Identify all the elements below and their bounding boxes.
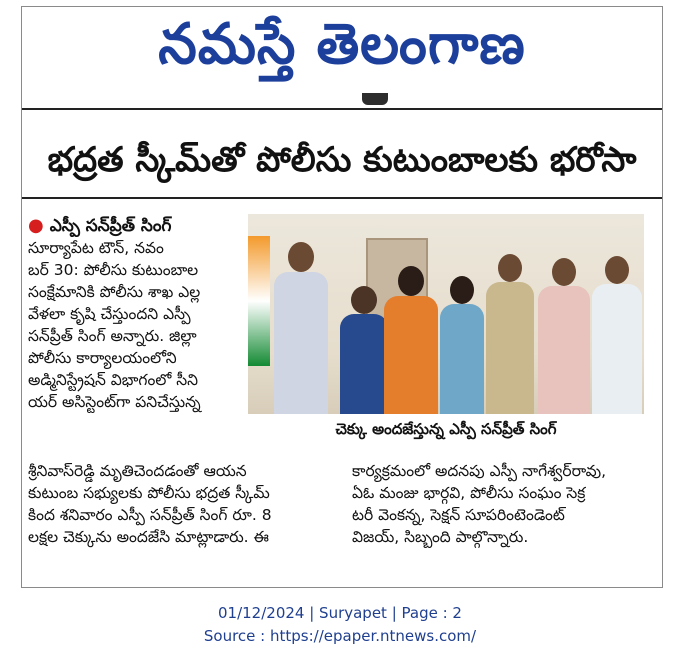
headline: భద్రత స్కీమ్‌తో పోలీసు కుటుంబాలకు భరోసా (47, 140, 637, 180)
person (340, 286, 388, 414)
person (384, 266, 438, 414)
news-photo (248, 214, 644, 414)
text-line: కింద శనివారం ఎస్పీ సన్‌ప్రీత్ సింగ్ రూ. 8 (28, 506, 272, 524)
text-line: ఏఓ మంజు భార్గవి, పోలీసు సంఘం సెక్ర (352, 484, 586, 502)
footer-date-line: 01/12/2024 | Suryapet | Page : 2 (218, 604, 462, 622)
text-line: సన్‌ప్రీత్ సింగ్ అన్నారు. జిల్లా (28, 327, 197, 345)
text-line: టరీ వెంకన్న, సెక్షన్ సూపరింటెండెంట్ (352, 506, 565, 524)
top-rule (22, 108, 662, 110)
text-line: వేళలా కృషి చేస్తుందని ఎస్పీ (28, 305, 191, 323)
masthead (22, 7, 662, 103)
text-line: సంక్షేమానికి పోలీసు శాఖ ఎల్ల (28, 283, 201, 301)
text-line: అడ్మినిస్ట్రేషన్ విభాగంలో సీని (28, 371, 198, 389)
masthead-title: నమస్తే తెలంగాణ (158, 11, 526, 77)
flag (248, 236, 270, 366)
person (486, 254, 534, 414)
person (538, 258, 590, 414)
byline-text: ఎస్పీ సన్‌ప్రీత్ సింగ్ (49, 216, 172, 236)
column-left-top (28, 237, 238, 413)
bullet-icon: ● (28, 215, 44, 236)
newspaper-clipping (21, 6, 663, 588)
text-line: పోలీసు కార్యాలయంలోని (28, 349, 177, 367)
text-line: శ్రీనివాస్‌రెడ్డి మృతిచెందడంతో ఆయన (28, 462, 247, 480)
photo-caption-bar (248, 414, 644, 444)
footer-source-line[interactable]: Source : https://epaper.ntnews.com/ (203, 627, 477, 645)
byline (28, 215, 171, 237)
text-line: యర్ అసిస్టెంట్‌గా పనిచేస్తున్న (28, 393, 201, 411)
photo-caption: చెక్కు అందజేస్తున్న ఎస్పీ సన్‌ప్రీత్ సింగ్ (335, 420, 557, 438)
person (274, 242, 328, 414)
column-right-bottom (352, 460, 648, 548)
column-left-bottom (28, 460, 338, 548)
headline-rule (22, 197, 662, 199)
person (592, 256, 642, 414)
text-line: బర్ 30: పోలీసు కుటుంబాల (28, 261, 199, 279)
text-line: విజయ్, సిబ్బంది పాల్గొన్నారు. (352, 528, 529, 546)
text-line: లక్షల చెక్కును అందజేసి మాట్లాడారు. ఈ (28, 528, 269, 546)
person (440, 276, 484, 414)
photo-fragment (362, 93, 388, 105)
text-line: సూర్యాపేట టౌన్, నవం (28, 239, 164, 257)
text-line: కార్యక్రమంలో అదనపు ఎస్పీ నాగేశ్వర్‌రావు, (352, 462, 607, 480)
text-line: కుటుంబ సభ్యులకు పోలీసు భద్రత స్కీమ్ (28, 484, 270, 502)
